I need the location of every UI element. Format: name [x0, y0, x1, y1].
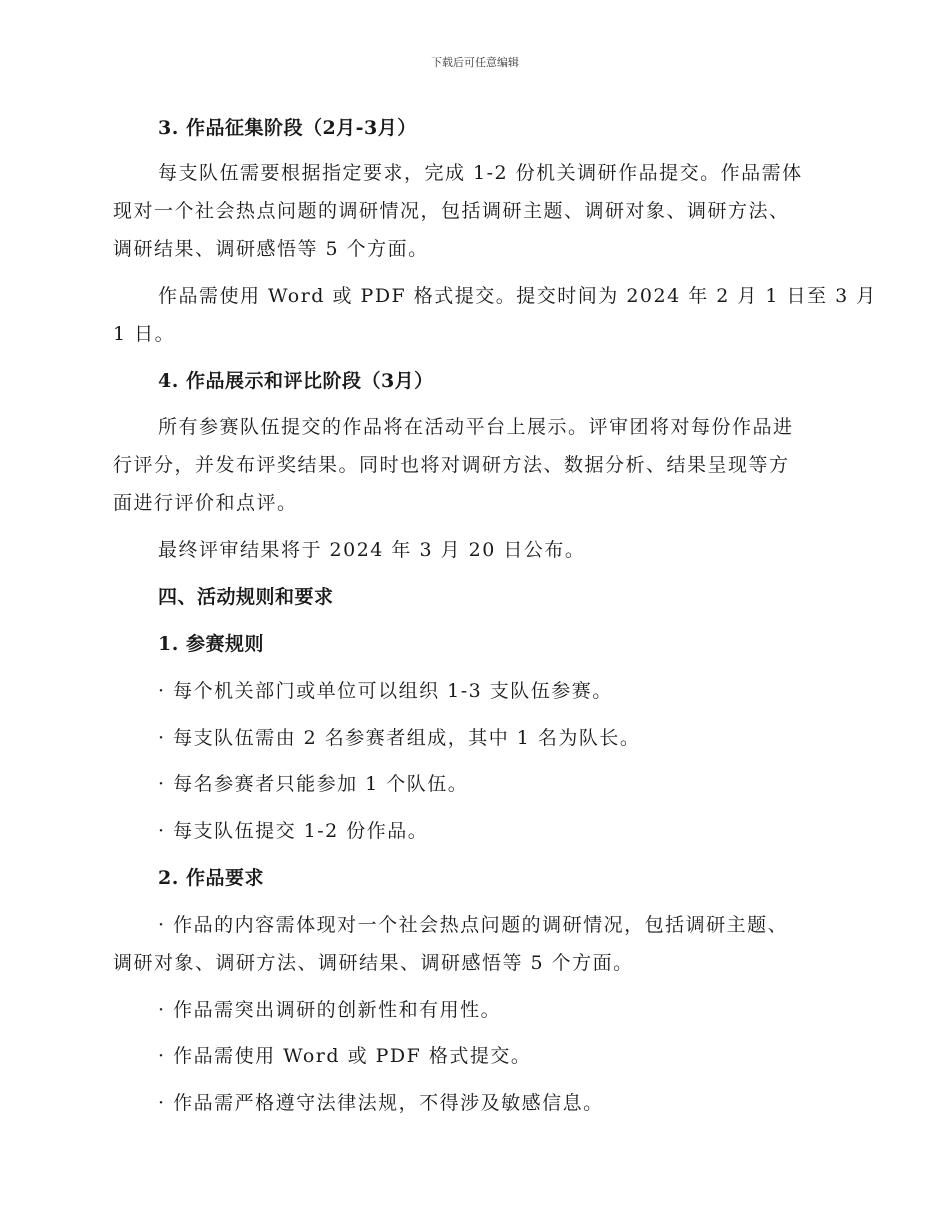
- paragraph-line: 所有参赛队伍提交的作品将在活动平台上展示。评审团将对每份作品进: [158, 416, 794, 438]
- paragraph-line: 调研结果、调研感悟等 5 个方面。: [113, 238, 429, 260]
- paragraph-line: 作品需使用 Word 或 PDF 格式提交。提交时间为 2024 年 2 月 1 日至 3 月: [158, 285, 877, 307]
- paragraph-line: 面进行评价和点评。: [113, 492, 298, 514]
- bullet-item: · 作品需严格遵守法律法规，不得涉及敏感信息。: [158, 1092, 604, 1114]
- bullet-item: · 每名参赛者只能参加 1 个队伍。: [158, 773, 469, 795]
- chapter-heading: 四、活动规则和要求: [158, 586, 334, 608]
- section-heading-3: 3. 作品征集阶段（2月-3月）: [158, 117, 417, 139]
- subsection-heading-2: 2. 作品要求: [158, 867, 264, 889]
- bullet-item: · 每个机关部门或单位可以组织 1-3 支队伍参赛。: [158, 680, 613, 702]
- bullet-item: · 每支队伍需由 2 名参赛者组成，其中 1 名为队长。: [158, 727, 641, 749]
- bullet-item: · 每支队伍提交 1-2 份作品。: [158, 820, 429, 842]
- paragraph-line: 每支队伍需要根据指定要求，完成 1-2 份机关调研作品提交。作品需体: [158, 162, 803, 184]
- bullet-item: · 作品需使用 Word 或 PDF 格式提交。: [158, 1045, 532, 1067]
- paragraph-line: 行评分，并发布评奖结果。同时也将对调研方法、数据分析、结果呈现等方: [113, 454, 790, 476]
- bullet-item: · 作品需突出调研的创新性和有用性。: [158, 999, 502, 1021]
- paragraph-line: 1 日。: [113, 323, 176, 345]
- section-heading-4: 4. 作品展示和评比阶段（3月）: [158, 370, 434, 392]
- paragraph-line: 调研对象、调研方法、调研结果、调研感悟等 5 个方面。: [113, 952, 634, 974]
- subsection-heading-1: 1. 参赛规则: [158, 633, 264, 655]
- page-header: 下载后可任意编辑: [431, 56, 519, 69]
- bullet-item: · 作品的内容需体现对一个社会热点问题的调研情况，包括调研主题、: [158, 914, 789, 936]
- paragraph-line: 最终评审结果将于 2024 年 3 月 20 日公布。: [158, 539, 586, 561]
- paragraph-line: 现对一个社会热点问题的调研情况，包括调研主题、调研对象、调研方法、: [113, 200, 790, 222]
